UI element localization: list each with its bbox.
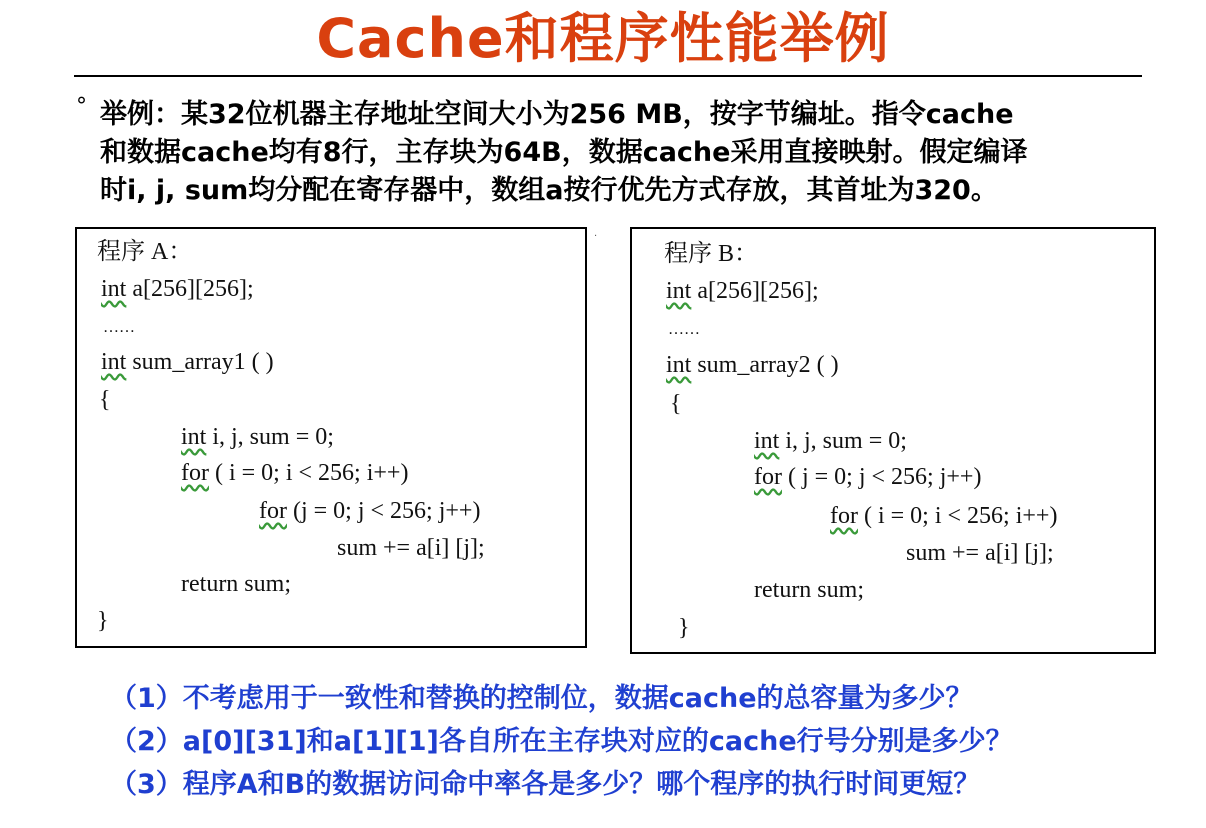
code-text: ( j = 0; j < 256; j++): [781, 464, 982, 490]
keyword-int: int: [181, 424, 207, 450]
keyword-for: for: [181, 460, 209, 486]
program-a-ellipsis: ……: [103, 319, 135, 336]
program-b-close-brace: }: [678, 615, 690, 641]
separator-dot: .: [594, 228, 598, 239]
code-text: sum_array2 ( ): [691, 352, 839, 378]
program-b-vars: [754, 426, 907, 456]
program-a-close-brace: }: [97, 608, 109, 634]
keyword-for: for: [259, 498, 287, 524]
intro-line: 举例：某32位机器主存地址空间大小为256 MB，按字节编址。指令cache: [100, 99, 1014, 130]
program-a-open-brace: {: [99, 387, 111, 413]
keyword-for: for: [754, 464, 782, 490]
code-text: a[256][256];: [691, 278, 819, 304]
keyword-int: int: [101, 276, 127, 302]
code-text: sum_array1 ( ): [126, 349, 274, 375]
program-a-decl: [101, 274, 254, 304]
program-a-box: [75, 227, 587, 648]
keyword-int: int: [101, 349, 127, 375]
program-b-return: return sum;: [754, 577, 864, 603]
program-a-header: 程序 A：: [97, 239, 193, 265]
program-a-return: return sum;: [181, 571, 291, 597]
program-b-func: [666, 350, 839, 380]
code-text: ( i = 0; i < 256; i++): [857, 503, 1058, 529]
program-b-ellipsis: ……: [668, 321, 700, 338]
question-item: （1）不考虑用于一致性和替换的控制位，数据cache的总容量为多少？: [110, 683, 973, 714]
program-b-open-brace: {: [670, 391, 682, 417]
program-a-func: [101, 347, 274, 377]
intro-line: 和数据cache均有8行，主存块为64B，数据cache采用直接映射。假定编译: [100, 137, 1028, 168]
program-b-header: 程序 B：: [664, 241, 759, 267]
program-b-body: sum += a[i] [j];: [906, 540, 1054, 566]
bullet-icon: °: [76, 94, 87, 119]
code-text: (j = 0; j < 256; j++): [286, 498, 481, 524]
keyword-int: int: [666, 352, 692, 378]
code-text: a[256][256];: [126, 276, 254, 302]
title-divider: [74, 75, 1142, 77]
code-text: i, j, sum = 0;: [206, 424, 334, 450]
question-item: （2）a[0][31]和a[1][1]各自所在主存块对应的cache行号分别是多少？: [110, 726, 1013, 757]
question-list: [110, 677, 1190, 806]
code-text: ( i = 0; i < 256; i++): [208, 460, 409, 486]
program-a-loop2: [259, 496, 480, 526]
program-a-body: sum += a[i] [j];: [337, 535, 485, 561]
intro-paragraph: [100, 96, 1130, 210]
keyword-for: for: [830, 503, 858, 529]
question-item: （3）程序A和B的数据访问命中率各是多少？哪个程序的执行时间更短？: [110, 769, 981, 800]
program-a-loop1: [181, 458, 408, 488]
program-a-vars: [181, 422, 334, 452]
program-b-decl: [666, 276, 819, 306]
keyword-int: int: [666, 278, 692, 304]
code-text: i, j, sum = 0;: [779, 428, 907, 454]
intro-line: 时i, j, sum均分配在寄存器中，数组a按行优先方式存放，其首址为320。: [100, 175, 998, 206]
program-b-loop1: [754, 462, 981, 492]
program-b-loop2: [830, 501, 1057, 531]
slide-title: Cache和程序性能举例: [316, 7, 890, 70]
program-b-box: [630, 227, 1156, 654]
keyword-int: int: [754, 428, 780, 454]
